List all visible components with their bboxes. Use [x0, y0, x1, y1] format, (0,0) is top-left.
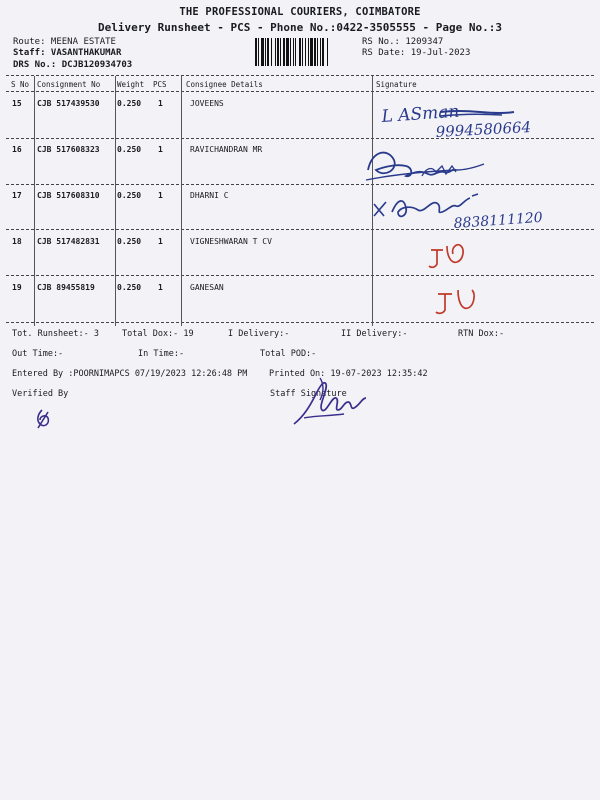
runsheet-subtitle: Delivery Runsheet - PCS - Phone No.:0422-3505555 - Page No.:3	[98, 21, 502, 34]
row-divider	[6, 184, 594, 185]
row-consignment: CJB 89455819	[37, 283, 95, 292]
row-sno: 16	[12, 145, 22, 154]
company-title: THE PROFESSIONAL COURIERS, COIMBATORE	[179, 6, 421, 18]
row-consignee: RAVICHANDRAN MR	[190, 145, 263, 154]
row-sno: 18	[12, 237, 22, 246]
total-dox: Total Dox:- 19	[122, 329, 194, 339]
row-weight: 0.250	[117, 145, 142, 154]
row-consignee: GANESAN	[190, 283, 224, 292]
row15-handwritten-name: L ASman	[380, 101, 460, 127]
column-divider	[115, 76, 116, 326]
row-pcs: 1	[158, 99, 163, 108]
rs-number: RS No.: 1209347	[362, 37, 444, 47]
staff-signature-scribble	[290, 368, 380, 430]
i-delivery: I Delivery:-	[228, 329, 290, 339]
row-consignment: CJB 517482831	[37, 237, 100, 246]
column-divider	[181, 76, 182, 326]
row-pcs: 1	[158, 145, 163, 154]
signature-row15	[370, 100, 580, 140]
row-pcs: 1	[158, 283, 163, 292]
table-top-rule	[6, 75, 594, 76]
row-pcs: 1	[158, 191, 163, 200]
rtn-dox: RTN Dox:-	[458, 329, 505, 339]
header-signature: Signature	[376, 80, 417, 89]
row-consignee: JOVEENS	[190, 99, 224, 108]
row-weight: 0.250	[117, 99, 142, 108]
header-sno: S No	[11, 80, 30, 89]
header-consignee: Consignee Details	[186, 80, 263, 89]
row-weight: 0.250	[117, 191, 142, 200]
row-sno: 15	[12, 99, 22, 108]
staff-signature-label: Staff Signature	[270, 389, 347, 399]
signature-row18	[425, 240, 485, 270]
row-consignment: CJB 517608310	[37, 191, 100, 200]
column-divider	[34, 76, 35, 326]
row-weight: 0.250	[117, 283, 142, 292]
verified-by: Verified By	[12, 389, 69, 399]
row15-handwritten-phone: 9994580664	[435, 118, 532, 141]
printed-on: Printed On: 19-07-2023 12:35:42	[269, 369, 428, 379]
row17-handwritten-phone: 8838111120	[453, 209, 544, 232]
row-weight: 0.250	[117, 237, 142, 246]
row-consignee: VIGNESHWARAN T CV	[190, 237, 272, 246]
verified-by-signature	[32, 408, 56, 430]
row-divider	[6, 275, 594, 276]
staff-label: Staff: VASANTHAKUMAR	[13, 48, 122, 58]
table-header-rule	[6, 91, 594, 92]
out-time: Out Time:-	[12, 349, 64, 359]
signature-row17	[368, 186, 568, 230]
total-runsheet: Tot. Runsheet:- 3	[12, 329, 99, 339]
row-consignee: DHARNI C	[190, 191, 229, 200]
signature-row16	[360, 140, 490, 190]
row-consignment: CJB 517439530	[37, 99, 100, 108]
ii-delivery: II Delivery:-	[341, 329, 408, 339]
row-sno: 17	[12, 191, 22, 200]
row-pcs: 1	[158, 237, 163, 246]
total-pod: Total POD:-	[260, 349, 317, 359]
row-consignment: CJB 517608323	[37, 145, 100, 154]
route-label: Route: MEENA ESTATE	[13, 37, 116, 47]
header-weight: Weight	[117, 80, 145, 89]
table-bottom-rule	[6, 322, 594, 323]
header-consignment: Consignment No	[37, 80, 101, 89]
header-pcs: PCS	[153, 80, 167, 89]
barcode-image	[255, 38, 347, 66]
drs-number: DRS No.: DCJB120934703	[13, 60, 133, 70]
signature-row19	[432, 284, 492, 318]
row-sno: 19	[12, 283, 22, 292]
barcode-bar	[328, 38, 329, 66]
in-time: In Time:-	[138, 349, 185, 359]
entered-by: Entered By :POORNIMAPCS 07/19/2023 12:26:48 PM	[12, 369, 248, 379]
rs-date: RS Date: 19-Jul-2023	[362, 48, 471, 58]
